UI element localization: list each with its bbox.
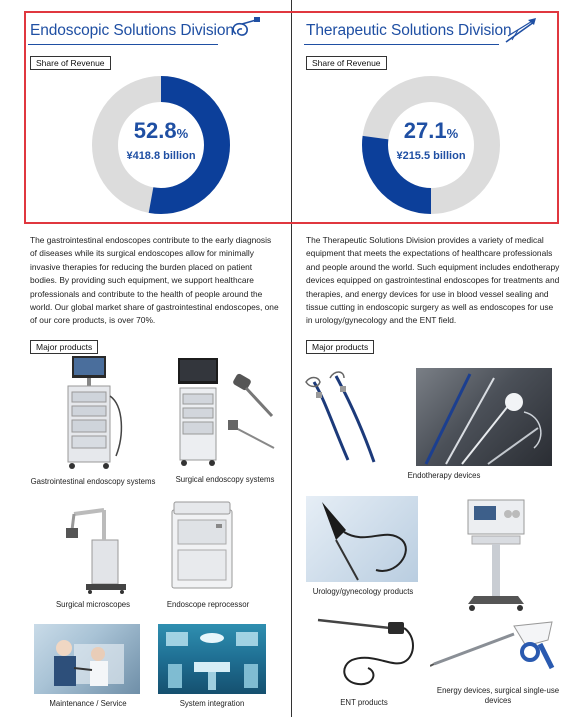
product-surgical-endoscopy-image [174, 356, 284, 468]
product-urology-image [306, 496, 418, 582]
title-underline [304, 44, 499, 45]
product-caption: Endotherapy devices [407, 471, 481, 480]
share-percent-value: 27.1 [403, 118, 447, 143]
product-ent-image [312, 606, 420, 696]
product-caption: Urology/gynecology products [312, 587, 414, 596]
surgical-instrument-icon [504, 16, 538, 46]
product-energy-unit-image [462, 496, 534, 612]
revenue-share-donut [86, 70, 236, 220]
revenue-share-donut [356, 70, 506, 220]
product-endotherapy-image-b [416, 368, 552, 466]
product-caption: Energy devices, surgical single-use devices [436, 686, 560, 705]
donut-chart [86, 70, 236, 220]
donut-chart [356, 70, 506, 220]
product-system-integration-image [158, 624, 266, 694]
product-maintenance-image [34, 624, 140, 694]
share-percent [86, 118, 236, 144]
share-percent-value: 52.8 [133, 118, 177, 143]
division-description: The gastrointestinal endoscopes contribute to the early diagnosis of diseases while its surgical endoscopes allow for minimally invasive therapies for reducing the burden placed on patient bodies. By providing such equipment, we support healthcare professionals and contribute to the health of people around the world. Our global market share of gastrointestinal endoscopes, one of our core products, is over 70%. [30, 235, 279, 326]
product-caption: Surgical microscopes [55, 600, 131, 609]
product-caption: Gastrointestinal endoscopy systems [30, 477, 156, 486]
division-title: Therapeutic Solutions Division [306, 22, 512, 39]
product-caption: Endoscope reprocessor [166, 600, 250, 609]
major-products-label: Major products [30, 340, 98, 354]
revenue-amount: ¥215.5 billion [396, 150, 466, 162]
major-products-label: Major products [306, 340, 374, 354]
product-caption: System integration [179, 699, 245, 708]
product-reprocessor-image [168, 500, 236, 592]
product-surgical-microscope-image [64, 500, 144, 594]
product-endotherapy-image-a [304, 368, 408, 466]
product-caption: Maintenance / Service [49, 699, 127, 708]
share-of-revenue-label: Share of Revenue [30, 56, 111, 70]
title-underline [28, 44, 218, 45]
share-percent-unit: % [176, 126, 189, 141]
share-percent [356, 118, 506, 144]
division-title: Endoscopic Solutions Division [30, 22, 234, 39]
product-caption: Surgical endoscopy systems [175, 475, 275, 484]
product-caption: ENT products [340, 698, 388, 707]
product-gi-endoscopy-image [58, 356, 128, 474]
revenue-amount: ¥418.8 billion [126, 150, 196, 162]
share-percent-unit: % [446, 126, 459, 141]
division-description: The Therapeutic Solutions Division provides a variety of medical equipment that meets the expectations of healthcare professionals and people around the world. Such equipment includes endotherapy devices equipped on gastrointestinal endoscopes for treatments and therapies, and energy devices for use in blood vessel sealing and tissue cutting in endoscopic surgery as well as endoscopes for use in urology/gynecology and the ENT field. [306, 235, 560, 326]
product-single-use-device-image [430, 616, 562, 682]
column-divider [291, 0, 292, 717]
endoscope-coil-icon [228, 16, 262, 46]
share-of-revenue-label: Share of Revenue [306, 56, 387, 70]
